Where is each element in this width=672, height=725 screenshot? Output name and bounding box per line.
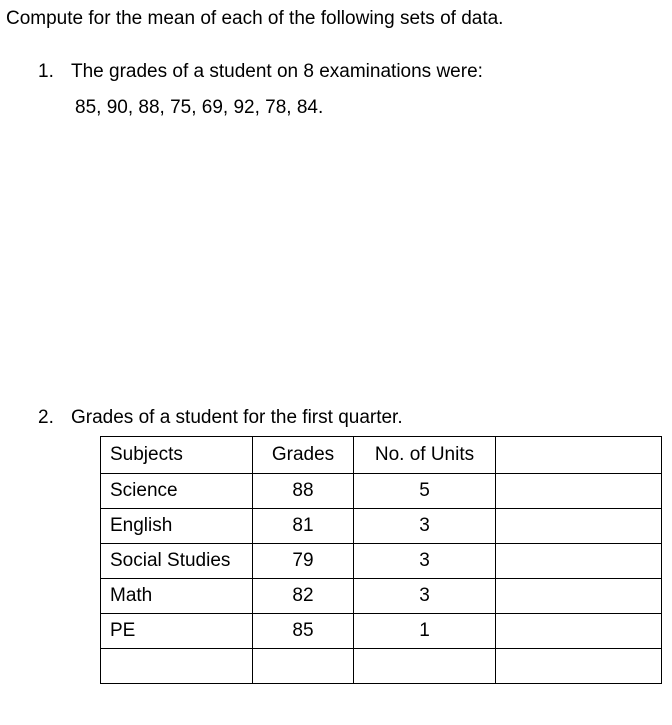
units-cell <box>354 649 496 684</box>
grades-table <box>100 436 662 684</box>
question-2-text: Grades of a student for the first quarter. <box>71 407 403 428</box>
blank-cell <box>496 509 662 544</box>
table-row <box>101 474 662 509</box>
subject-cell <box>101 649 253 684</box>
table-header-row <box>101 437 662 474</box>
header-units: No. of Units <box>354 437 496 474</box>
blank-cell <box>496 474 662 509</box>
units-cell: 3 <box>354 579 496 614</box>
header-subjects: Subjects <box>101 437 253 474</box>
grade-cell: 82 <box>253 579 354 614</box>
question-1-text: The grades of a student on 8 examinations were: <box>71 61 483 82</box>
units-cell: 3 <box>354 509 496 544</box>
table-row <box>101 544 662 579</box>
grade-cell: 79 <box>253 544 354 579</box>
grade-cell: 88 <box>253 474 354 509</box>
subject-cell: PE <box>101 614 253 649</box>
blank-cell <box>496 579 662 614</box>
units-cell: 5 <box>354 474 496 509</box>
header-blank <box>496 437 662 474</box>
units-cell: 1 <box>354 614 496 649</box>
table-row <box>101 509 662 544</box>
grade-cell: 85 <box>253 614 354 649</box>
subject-cell: Social Studies <box>101 544 253 579</box>
subject-cell: English <box>101 509 253 544</box>
blank-cell <box>496 614 662 649</box>
table-row <box>101 579 662 614</box>
table-row <box>101 614 662 649</box>
blank-cell <box>496 544 662 579</box>
header-grades: Grades <box>253 437 354 474</box>
question-1-number: 1. <box>38 61 54 82</box>
units-cell: 3 <box>354 544 496 579</box>
subject-cell: Math <box>101 579 253 614</box>
instruction-text: Compute for the mean of each of the following sets of data. <box>6 8 504 29</box>
table-row <box>101 649 662 684</box>
blank-cell <box>496 649 662 684</box>
grade-cell: 81 <box>253 509 354 544</box>
question-2-number: 2. <box>38 407 54 428</box>
grade-cell <box>253 649 354 684</box>
question-1-data: 85, 90, 88, 75, 69, 92, 78, 84. <box>75 97 324 118</box>
subject-cell: Science <box>101 474 253 509</box>
